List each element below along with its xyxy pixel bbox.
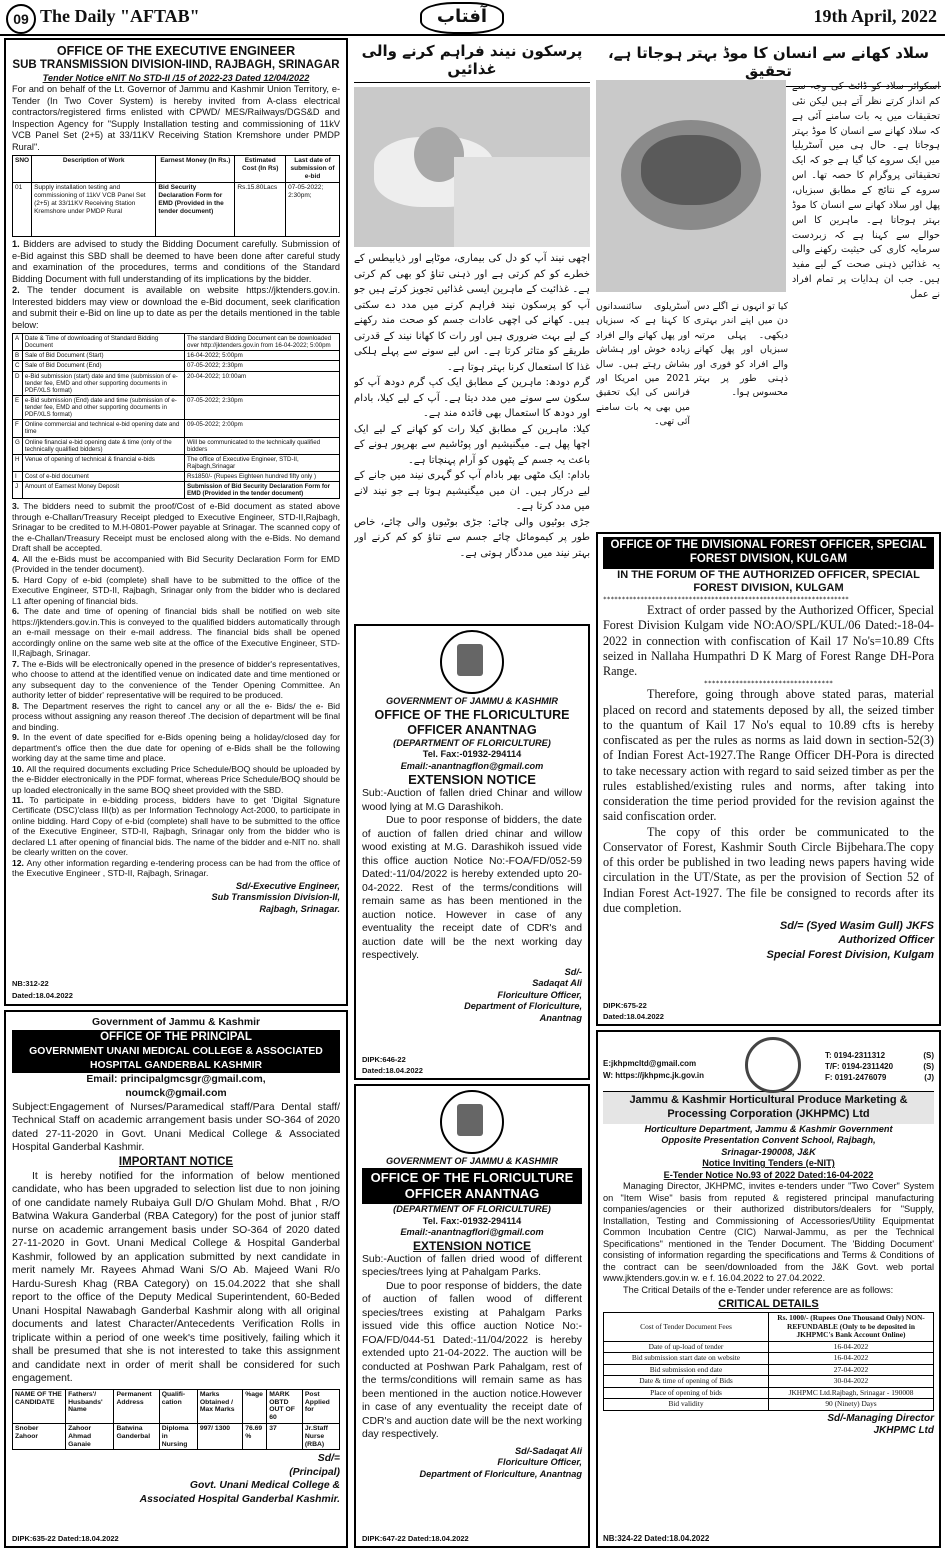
flori2-email: Email:-anantnagflori@gmail.com [400, 1227, 544, 1237]
std-para-text: Bidders are advised to study the Bidding Document carefully. Submission of e-Bid against this SBD shall be deemed to have been done after careful study and examination of the procedures, terms and conditions of the Standard Bidding Document with full understanding of its implications by the bidder. [12, 239, 340, 284]
jkhpmc-sign-line: Sd/-Managing Director [827, 1412, 934, 1424]
forest-sign-line: Special Forest Division, Kulgam [766, 948, 934, 961]
forest-sign-line: Authorized Officer [838, 934, 934, 947]
work-td: 07-05-2022; 2:30pm; [286, 183, 340, 237]
std-para-text: The bidders need to submit the proof/Cost of e-Bid document as stated above through e-Challan/Treasury Receipt pledged to Executive Engineer, STD-II,Rajbagh, Srinagar to be credited to M.H-0801-Power payable at Srinagar. The scanned copy of the e-Challan/Treasury Receipt must be enclosed along with the e-Bids. No demand Draft shall be accepted. [12, 501, 340, 554]
unani-body: It is hereby notified for the information of below mentioned candidate, who has been upgraded to selection list due to non joining of one candidate namely Rubaiya Gull D/O Ghulam Mohd. Bhat , R/O Batwina Wakura Ganderbal (RBA Category) for the post of junior staff nurse on academic arrangement basis under SO-364 of 2020 dated 27-11-2020 in Govt. Unani Medical College & Hospital Ganderbal Kashmir, followed by an application submitted by next candidate in merit namely Mr. Rayees Ahmad Wani S/O Ab. Majeed Wani R/o Hardu-Suresh Khag (RBA Category) on 15.04.2022 that she shall report to the office of the Deputy Medical Superintendent, 60-Beded Unani Hospital Nawabagh Ganderbal Kashmir along with all original documents and latest Character/Antecedents Verification Rolls in triplicate within a period of one week's time positively, failing which it shall be presumed that she is not interested to take this assignment and candidate next in order of merit shall be considered for such engagement. [12, 1170, 340, 1385]
std-schedule-table [12, 333, 340, 499]
cd-value: 30-04-2022 [769, 1376, 934, 1388]
std-para-text: The date and time of opening of financial bids shall be notified on web site https://jktenders.gov.in.This is conveyed to the qualified bidders automatically through an e-mail message on their e-mail address. The financial bids shall be opened accordingly online on the same web site at the office of the Executive Engineer, STD-II,Rajbagh, Srinagar. [12, 606, 340, 659]
sched-cell: Submission of Bid Security Declaration Form for EMD (Provided in the tender document) [185, 482, 340, 499]
sched-cell: Cost of e-bid document [22, 472, 184, 482]
sched-cell: G [13, 437, 23, 454]
flori1-gov: GOVERNMENT OF JAMMU & KASHMIR [385, 696, 558, 706]
page-number: 09 [6, 4, 36, 34]
unani-email-2: noumck@gmail.com [125, 1088, 227, 1099]
sched-cell: Online financial e-bid opening date & time (only of the technically qualified bidders) [22, 437, 184, 454]
forest-forum: IN THE FORUM OF THE AUTHORIZED OFFICER, SPECIAL FOREST DIVISION, KULGAM [617, 568, 920, 595]
flori2-tel: Tel. Fax:-01932-294114 [422, 1215, 522, 1226]
sleep-body-1: اچھی نیند آپ کو دل کی بیماری، موٹاپے اور ذیابیطس کے خطرے کو کم کرتی ہے اور ذہنی تناؤ کو بھی کم کرتی ہے۔ غذائیت کے ماہرین ایسی غذائیں تجویز کرتے ہیں جو آپ کو پرسکون نیند فراہم کرنے میں مدد دے سکتی ہیں۔ کھانے کی اچھی عادات جسم کو صحت مند رکھنے کے لیے بہت ضروری ہیں اور رات کا کھانا نیند کے قدرتی طریقے کو متاثر کرتا ہے۔ اس لیے سونے سے پہلے ہلکی غذا کا استعمال کرنا بہتر ہوتا ہے۔ [354, 253, 590, 373]
forest-sign-line: Sd/= (Syed Wasim Gull) JKFS [779, 920, 934, 933]
flori2-gov: GOVERNMENT OF JAMMU & KASHMIR [385, 1156, 558, 1166]
sched-cell: The standard Bidding Document can be downloaded over http://jktenders.gov.in from 16-04-2022; 5:00pm [185, 334, 340, 351]
flori1-sign-line: Sd/- [564, 966, 582, 977]
sched-cell: J [13, 482, 23, 499]
work-td: Rs.15.80Lacs [235, 183, 286, 237]
std-para-text: The tender document is available on website https://jktenders.gov.in. Interested bidders may view or download the e-Bid document, seek clarification and submit their e-Bid on line up to date as per the details mentioned in the table below: [12, 285, 340, 330]
flori1-dept: (DEPARTMENT OF FLORICULTURE) [393, 737, 551, 748]
jkhpmc-dept: Horticulture Department, Jammu & Kashmir Government [644, 1123, 893, 1134]
masthead [0, 0, 945, 36]
flori2-body: Due to poor response of bidders, the date of auction of fallen wood of different species/trees existing at Pahalgam Parks issued vide this office auction Notice No:-FOA/FD/044-51 Dated:-11/04/2022 is hereby extended upto 21-04-2022. The auction will be conducted at Poshwan Park Pahalgam, rest of the terms/conditions will remain same as has been mentioned in the auction notice.However in case of any eventuality the receipt date of CDR's and auction date will be the next working day respectively. [362, 1280, 582, 1441]
jkhpmc-sign-line: JKHPMC Ltd [873, 1425, 934, 1437]
sched-cell: e-Bid submission (End) date and time (submission of e-tender fee, EMD and other supporting documents in PDF/XLS format) [22, 395, 184, 419]
std-para-text: Hard Copy of e-bid (complete) shall have to be submitted to the office of the Executive Engineer, STD-II, Rajbagh, Srinagar only from the bidder who is declared L1 after opening of financial bids. [12, 574, 340, 606]
jkhpmc-phone-2: T/F: 0194-2311420 [825, 1062, 894, 1071]
work-th: Description of Work [32, 156, 156, 183]
std-para-5: 5. Hard Copy of e-bid (complete) shall have to be submitted to the office of the Executive Engineer, STD-II, Rajbagh, Srinagar only from the bidder who is declared L1 after opening of financial bids. [12, 574, 340, 606]
salad-headline: سلاد کھانے سے انسان کا موڈ بہتر ہوجاتا ہے، تحقیق [596, 38, 941, 87]
jkhpmc-body: Managing Director, JKHPMC, invites e-tenders under "Two Cover" System on "Item Wise" basis from reputed & registered principal manufacturing companies/agencies or their authorized distributors/dealers for "Supply, Installation, Testing and Commissioning of Accessories/Utility Equipmentat Common Incubation Centre (CIC) Narwal-Jammu, as per the Technical Specifications" mentioned in the Tender Document. The 'Bidding Document' consisting of information regarding the specifications and Terms & Conditions of the contract can be seen/downloaded from the J&K Govt. web portal www.jktenders.gov.in w. e f. 16.04.2022 to 27.04.2022. [603, 1181, 934, 1283]
forest-stars-2: ********************************* [703, 679, 834, 688]
unani-email-1: Email: principalgmcsgr@gmail.com, [86, 1074, 266, 1086]
sleeping-woman-photo [354, 87, 590, 247]
work-th: Earnest Money (In Rs.) [156, 156, 235, 183]
std-subtitle: SUB TRANSMISSION DIVISION-IIND, RAJBAGH, SRINAGAR [12, 59, 340, 71]
issue-date: 19th April, 2022 [813, 6, 937, 26]
sleep-body-3: کیلا: ماہرین کے مطابق کیلا رات کو کھانے کے لیے ایک اچھا پھل ہے۔ میگنیشیم اور پوٹاشیم سے بھرپور ہونے کے باعث یہ جسم کے پٹھوں کو آرام پہنچاتا ہے۔ [354, 423, 590, 466]
sleep-body-5: جڑی بوٹیوں والی چائے: جڑی بوٹیوں والی چائے، خاص طور پر کیمومائل چائے جسم سے تناؤ کو کم کرنے اور بہتر نیند میں مددگار ہوتی ہے۔ [354, 516, 590, 559]
flori2-subject: Sub:-Auction of fallen dried wood of different species/trees lying at Pahalgam Parks. [362, 1253, 582, 1279]
jkhpmc-s2: (S) [923, 1062, 934, 1071]
flori2-footer: DIPK:647-22 Dated:18.04.2022 [362, 1534, 469, 1543]
flori1-sign-line: Department of Floriculture, [464, 1001, 582, 1012]
std-para-3: 3. The bidders need to submit the proof/Cost of e-Bid document as stated above through e-Challan/Treasury Receipt pledged to Executive Engineer, STD-II,Rajbagh, Srinagar to be credited to M.H-0801-Power payable at Srinagar. The scanned copy of the e-Challan/Treasury Receipt must be enclosed along with the e-Bids. No demand Draft shall be accepted. [12, 501, 340, 554]
sched-cell: 16-04-2022; 5:00pm [185, 351, 340, 361]
std-para-10: 10. All the required documents excluding Price Schedule/BOQ should be uploaded by the e-Bidder electronically in the PDF format, whereas Price Schedule/BOQ should be up loaded electronically in the same BOQ sheet provided with the SBD. [12, 763, 340, 795]
forest-footer: DIPK:675-22 [603, 1001, 647, 1010]
unani-th: Marks Obtained / Max Marks [197, 1389, 242, 1423]
jkhpmc-body-2: The Critical Details of the e-Tender under reference are as follows: [623, 1284, 894, 1295]
flori1-body: Due to poor response of bidders, the date of auction of fallen dried chinar and willow wood existing at M.G. Darashikoh issued vide this office auction Notice No:-FOA/FD/052-59 Dated:-11/04/2022 is hereby extended upto 20-04-2022. Rest of the terms/conditions will remain same as has been mentioned in the auction notice. However in case of any eventuality the receipt date of CDR's and auction date will be the next working day respectively. [362, 815, 582, 962]
unani-heading: IMPORTANT NOTICE [118, 1155, 234, 1168]
std-para-text: The e-Bids will be electronically opened in the presence of bidder's representatives, who choose to attend at the identified venue on indicated date and time mentioned or any subsequent day to the convenience of the Tender Opening Committee. An authority letter of bidder' representative will be required to be produced. [12, 658, 340, 701]
std-para-1: 1. Bidders are advised to study the Bidding Document carefully. Submission of e-Bid against this SBD shall be deemed to have been done after careful study and examination of the procedures, terms and conditions of the Standard Bidding Document with full understanding of its implications by the bidder. [12, 239, 340, 284]
std-para-text: Any other information regarding e-tendering process can be had from the office of the Executive Engineer , STD-II, Rajbagh, Srinagar. [12, 857, 340, 879]
jkhpmc-address-1: Opposite Presentation Convent School, Rajbagh, [661, 1135, 876, 1145]
std-para-2: 2. The tender document is available on website https://jktenders.gov.in. Interested bidders may view or download the e-Bid document, seek clarification and submit their e-Bid on line up to date as per the details mentioned in the table below: [12, 285, 340, 330]
sched-cell: 07-05-2022; 2:30pm [185, 395, 340, 419]
flori1-tel: Tel. Fax:-01932-294114 [422, 749, 522, 759]
jkhpmc-address-2: Srinagar-190008, J&K [721, 1146, 816, 1157]
jk-emblem-icon [440, 1090, 504, 1154]
flori1-signature [362, 967, 582, 1025]
flori2-sign-line: Floriculture Officer, [497, 1457, 582, 1468]
jkhpmc-s3: (J) [924, 1073, 934, 1082]
std-para-text: To participate in e-bidding process, bidders have to get 'Digital Signature Certificate (DSC)'class III(b) as per Information Technology Act-2000, to participate in online bidding. Hard Copy of e-bid (complete) shall have to be submitted to the office of the Executive Engineer, STD-II, Rajbagh, Srinagar only from the bidder who is declared L1 after opening of financial bids. The name of the bidder and e-NIT no. shall be clearly written on the cover. [12, 795, 340, 858]
jkhpmc-signature [603, 1413, 934, 1438]
jkhpmc-email: E:jkhpmcltd@gmail.com [603, 1059, 697, 1068]
leaves-shape [641, 135, 741, 205]
sched-cell: Sale of Bid Document (End) [22, 361, 184, 371]
cd-label: Date & time of opening of Bids [604, 1376, 769, 1388]
forest-footer-date: Dated:18.04.2022 [603, 1012, 664, 1021]
std-title: OFFICE OF THE EXECUTIVE ENGINEER [56, 44, 296, 58]
std-para-8: 8. The Department reserves the right to cancel any or all the e- Bids/ the e- Bid process without assigning any reason thereof .The decision of department will be final and binding. [12, 700, 340, 732]
unani-sign-line: Sd/= [317, 1453, 340, 1465]
unani-th: Post Applied for [302, 1389, 339, 1423]
cd-label: Bid submission end date [604, 1364, 769, 1376]
cd-value: 16-04-2022 [769, 1353, 934, 1365]
jkhpmc-footer: NB:324-22 Dated:18.04.2022 [603, 1534, 710, 1543]
forest-para-2: Therefore, going through above stated paras, material placed on record and statements deposed by all, the seized timber to the quantum of Kail 17 No's equal to 10.89 cfts is hereby confiscated as per the rules as norms as laid down in section-52(3) of Indian Forest Act-1927.The Range Officer DH-Pora is directed to take necessary action with regard to said seized timber as per the rules established/existing rules and norms, after taking into consideration the time period provided for the revision against the said confiscation order. [603, 687, 934, 824]
forest-signature [603, 919, 934, 962]
sched-cell: Amount of Earnest Money Deposit [22, 482, 184, 499]
std-para-text: All the e-Bids must be accompanied with Bid Security Declaration Form for EMD (Provided in the tender document). [12, 553, 340, 575]
flori2-sign-line: Department of Floriculture, Anantnag [419, 1468, 582, 1479]
flori1-sign-line: Sadaqat Ali [532, 978, 582, 989]
sched-cell: F [13, 420, 23, 437]
cd-label: Date of up-load of tender [604, 1341, 769, 1353]
std-para-12: 12. Any other information regarding e-tendering process can be had from the office of the Executive Engineer , STD-II, Rajbagh, Srinagar. [12, 857, 340, 879]
salad-col-c: اسکوائر سلاد کو ڈائٹ کی وجہ سے کم انداز کرتے نظر آتے ہیں لیکن نئی تحقیقات میں یہ بات سامنے آئی ہے کہ سلاد کھانے سے انسان کا موڈ بہتر ہوجاتا ہے۔ حال ہی میں آسٹریلیا میں ایک سروے کیا گیا ہے جو کہ ایک تحقیقاتی پروگرام کا حصہ تھا۔ اس سروے کے نتائج کے مطابق سبزیاں، پھل اور سلاد کھانے سے انسان کا موڈ بہتر ہوجاتا ہے۔ ماہرین کا اس حوالے سے کہنا ہے کہ زبردست سرمایہ کاری کی حیثیت رکھنے والی یہ غذائیں ذہنی صحت کے لیے مفید ہیں۔ جب ان ہدایات پر تمام افراد نے عمل [792, 81, 940, 301]
std-tender-notice [4, 38, 348, 1006]
flori1-sign-line: Anantnag [539, 1012, 582, 1023]
cd-value: 16-04-2022 [769, 1341, 934, 1353]
sched-cell: e-Bid submission (start) date and time (submission of e-tender fee, EMD and other supporting documents in PDF/XLS format) [22, 371, 184, 395]
blanket-shape [454, 157, 590, 247]
std-sign-line: Rajbagh, Srinagar. [259, 903, 340, 914]
sleep-body-4: بادام: ایک مٹھی بھر بادام آپ کو گہری نیند میں جانے کے لیے درکار ہیں۔ ان میں میگنیشیم ہوتا ہے جو نیند لانے میں مدد کرتا ہے۔ [354, 470, 590, 512]
jkhpmc-tender-notice [596, 1030, 941, 1548]
work-td: Supply installation testing and commissioning of 11kV VCB Panel Set (2+5) at 33/11KV Receiving Station Kremshore under PMDP Rural [32, 183, 156, 237]
sched-cell: Venue of opening of technical & financial e-bids [22, 454, 184, 471]
sched-cell: Will be communicated to the technically qualified bidders [185, 437, 340, 454]
jkhpmc-s1: (S) [923, 1051, 934, 1060]
std-intro: For and on behalf of the Lt. Governor of Jammu and Kashmir Union Territory, e-Tender (In Two Cover System) is hereby invited from A-class electrical contractors/registered firms enlisted with CPWD/ MES/Railways/DGS&D and Inspection Agency for "Supply Installation testing and commissioning of 11kV VCB Panel Set (2+5) at 33/11KV Receiving Station Kremshore under PMDP Rural". [12, 84, 340, 152]
work-th: SNO [13, 156, 32, 183]
unani-sign-line: Govt. Unani Medical College & [189, 1480, 340, 1492]
unani-sign-line: Associated Hospital Ganderbal Kashmir. [139, 1494, 340, 1505]
unani-subject: Subject:Engagement of Nurses/Paramedical staff/Para Dental staff/ Technical Staff on academic arrangement basis under SO-364 of 2020 dated 27-11-2020 in Govt. Unani Medical College & Associated Hospital Ganderbal Kashmir. [12, 1101, 340, 1154]
forest-stars: ****************************************************************** [603, 596, 849, 604]
cd-label: Bid validity [604, 1399, 769, 1411]
sched-cell: The office of Executive Engineer, STD-II, Rajbagh,Srinagar [185, 454, 340, 471]
unani-th: Qualifi-cation [159, 1389, 197, 1423]
sched-cell: Online commercial and technical e-bid opening date and time [22, 420, 184, 437]
newspaper-logo: آفتاب [420, 2, 504, 34]
flori1-title: OFFICE OF THE FLORICULTURE OFFICER ANANTNAG [374, 707, 570, 737]
unani-table [12, 1389, 340, 1451]
std-signature [12, 881, 340, 916]
forest-para-3: The copy of this order be communicated to the Conservator of Forest, Kashmir South Circle Bijbehara.The copy of this order be published in two leading news papers having wide circulation in the UT/State, as per the provision of Section 52 of Indian Forest Act-1927. The file be consigned to records after its due completion. [603, 824, 934, 915]
unani-footer: DIPK:635-22 Dated:18.04.2022 [12, 1534, 119, 1543]
std-work-table [12, 155, 340, 237]
unani-sign-line: (Principal) [289, 1466, 340, 1478]
unani-gov: Government of Jammu & Kashmir [91, 1017, 261, 1028]
unani-th: Fathers'/ Husbands' Name [66, 1389, 114, 1423]
sched-cell: B [13, 351, 23, 361]
salad-article [596, 38, 941, 528]
cd-label: Bid submission start date on website [604, 1353, 769, 1365]
flori1-sign-line: Floriculture Officer, [497, 989, 582, 1000]
std-sign-line: Sd/-Executive Engineer, [235, 880, 340, 891]
std-para-text: All the required documents excluding Price Schedule/BOQ should be uploaded by the e-Bidder electronically in the PDF format, whereas Price Schedule/BOQ should be up loaded electronically in the same BOQ sheet provided with the SBD. [12, 763, 340, 795]
unani-td: Zahoor Ahmad Ganaie [66, 1424, 114, 1450]
sched-cell: I [13, 472, 23, 482]
flori2-dept: (DEPARTMENT OF FLORICULTURE) [393, 1204, 551, 1214]
std-para-4: 4. All the e-Bids must be accompanied with Bid Security Declaration Form for EMD (Provided in the tender document). [12, 553, 340, 575]
floriculture-notice-2 [354, 1084, 590, 1548]
work-td: 01 [13, 183, 32, 237]
forest-order-notice [596, 532, 941, 1026]
work-th: Estimated Cost (In Rs) [235, 156, 286, 183]
unani-td: Snober Zahoor [13, 1424, 66, 1450]
sched-cell: D [13, 371, 23, 395]
unani-td: 997/ 1300 [197, 1424, 242, 1450]
forest-title: OFFICE OF THE DIVISIONAL FOREST OFFICER, SPECIAL FOREST DIVISION, KULGAM [603, 537, 934, 569]
flori1-email: Email:-anantnagflon@gmail.com [400, 760, 544, 771]
std-para-7: 7. The e-Bids will be electronically opened in the presence of bidder's representatives, who choose to attend at the identified venue on indicated date and time mentioned or any subsequent day to the convenience of the Tender Opening Committee. An authority letter of bidder' representative will be required to be produced. [12, 658, 340, 701]
std-para-6: 6. The date and time of opening of financial bids shall be notified on web site https://jktenders.gov.in.This is conveyed to the qualified bidders automatically through an e-mail message on their e-mail address. The financial bids shall be opened accordingly online on the same web site at the office of the Executive Engineer, STD-II,Rajbagh, Srinagar. [12, 606, 340, 659]
jkhpmc-web: W: https://jkhpmc.jk.gov.in [603, 1071, 705, 1080]
sched-cell: Sale of Bid Document (Start) [22, 351, 184, 361]
floriculture-notice-1 [354, 624, 590, 1080]
unani-td: Diploma in Nursing [159, 1424, 197, 1450]
unani-td: 37 [267, 1424, 303, 1450]
sleep-body-2: گرم دودھ: ماہرین کے مطابق ایک کپ گرم دودھ آپ کو سکون سے سونے میں مدد دیتا ہے۔ آپ کے لیے کیلا، بادام اور دودھ کا استعمال بھی فائدہ مند ہے۔ [354, 377, 590, 419]
work-td: Bid Security Declaration Form for EMD (Provided in the tender document) [156, 183, 235, 237]
jkhpmc-phone-3: F: 0191-2476079 [825, 1073, 887, 1082]
work-th: Last date of submission of e-bid [286, 156, 340, 183]
sched-cell: Rs1850/- (Rupees Eighteen hundred fifty only ) [185, 472, 340, 482]
unani-title: OFFICE OF THE PRINCIPAL [12, 1030, 340, 1045]
std-dated: Dated:18.04.2022 [12, 991, 73, 1000]
unani-td: Batwina Ganderbal [114, 1424, 159, 1450]
unani-notice [4, 1010, 348, 1548]
salad-bowl-photo [596, 80, 786, 292]
sched-cell: Date & Time of downloading of Standard Bidding Document [22, 334, 184, 351]
cd-label: Cost of Tender Document Fees [604, 1313, 769, 1342]
flori2-heading: EXTENSION NOTICE [412, 1238, 531, 1253]
jkhpmc-nit: Notice Inviting Tenders (e-NIT) [702, 1158, 835, 1168]
unani-th: NAME OF THE CANDIDATE [13, 1389, 66, 1423]
jkhpmc-etender-no: E-Tender Notice No.93 of 2022 Dated:16-04-2022 [663, 1169, 874, 1180]
jk-emblem-icon [440, 630, 504, 694]
cd-value: 27-04-2022 [769, 1364, 934, 1376]
unani-th: Permanent Address [114, 1389, 159, 1423]
sched-cell: A [13, 334, 23, 351]
sleep-headline: پرسکون نیند فراہم کرنے والی غذائیں [354, 38, 590, 83]
salad-col-a: آسٹریلوی سائنسدانوں کا کہنا ہے کہ سبزیاں اور پھل کھانے والے افراد زیادہ خوش اور ہشاش بشاش رہتے ہیں۔ سال 2021 میں امریکا اور فرانس کی ایک تحقیق میں بھی یہ بات سامنے آئی تھی۔ [596, 301, 690, 428]
sched-cell: C [13, 361, 23, 371]
sched-cell: 09-05-2022; 2:00pm [185, 420, 340, 437]
jkhpmc-critical-heading: CRITICAL DETAILS [718, 1298, 819, 1310]
unani-subtitle: GOVERNMENT UNANI MEDICAL COLLEGE & ASSOCIATED HOSPITAL GANDERBAL KASHMIR [12, 1044, 340, 1073]
std-para-11: 11. To participate in e-bidding process, bidders have to get 'Digital Signature Certificate (DSC)'class III(b) as per Information Technology Act-2000, to participate in online bidding. Hard Copy of e-bid (complete) shall have to be submitted to the office of the Executive Engineer, STD-II, Rajbagh, Srinagar only from the bidder who is declared L1 after opening of financial bids. The name of the bidder and e-NIT no. shall be clearly written on the cover. [12, 795, 340, 858]
jkhpmc-critical-table [603, 1312, 934, 1411]
flori1-footer-date: Dated:18.04.2022 [362, 1066, 423, 1075]
flori2-signature [362, 1446, 582, 1481]
jkhpmc-title: Jammu & Kashmir Horticultural Produce Marketing & Processing Corporation (JKHPMC) Ltd [603, 1091, 934, 1124]
sched-cell: H [13, 454, 23, 471]
forest-para-1: Extract of order passed by the Authorized Officer, Special Forest Division Kulgam vide NO:AO/SPL/KUL/06 Dated:-18-04-2022 in connection with confiscation of Kail 17 No's=10.89 Cfts seized in Nallaha Humpathri D K Marg of Forest Range DH-Pora Range. [603, 603, 934, 679]
jkhpmc-logo-icon [745, 1037, 801, 1093]
sleep-article [354, 38, 590, 616]
std-nb: NB:312-22 [12, 979, 49, 988]
cd-value: JKHPMC Ltd.Rajbagh, Srinagar - 190008 [769, 1387, 934, 1399]
jkhpmc-phone-1: T: 0194-2311312 [825, 1051, 886, 1060]
flori1-heading: EXTENSION NOTICE [408, 772, 536, 787]
std-para-9: 9. In the event of date specified for e-Bids opening being a holiday/closed day for department's office then the due date for opening of e-Bids shall be the following working day at the same time and place. [12, 732, 340, 764]
flori2-title: OFFICE OF THE FLORICULTURE OFFICER ANANTNAG [362, 1168, 582, 1205]
sched-cell: E [13, 395, 23, 419]
std-notice-no: Tender Notice eNIT No STD-II /15 of 2022-23 Dated 12/04/2022 [42, 72, 310, 83]
jkhpmc-contact-row [603, 1035, 934, 1091]
newspaper-name: The Daily "AFTAB" [40, 6, 200, 26]
std-sign-line: Sub Transmission Division-II, [211, 892, 340, 903]
cd-label: Place of opening of bids [604, 1387, 769, 1399]
flori1-subject: Sub:-Auction of fallen dried Chinar and willow wood lying at M.G Darashikoh. [362, 788, 582, 813]
std-para-text: The Department reserves the right to cancel any or all the e- Bids/ the e- Bid process without assigning any reason thereof .The decision of department will be final and binding. [12, 700, 340, 732]
sched-cell: 07-05-2022; 2:30pm [185, 361, 340, 371]
unani-th: MARK OBTD OUT OF 60 [267, 1389, 303, 1423]
salad-col-b: کیا تو انہوں نے اگلے دس دن میں اپنے اندر بہتری دیکھی۔ پہلی مرتبہ سبزیاں اور پھل کھانے والے افراد کو فوری اور ذہنی طور پر بہتر محسوس ہوا۔ [694, 301, 788, 399]
unani-signature [12, 1452, 340, 1506]
std-para-text: In the event of date specified for e-Bids opening being a holiday/closed day for department's office then the due date for opening of e-Bids shall be the following working day at the same time and place. [12, 732, 340, 764]
cd-value: Rs. 1000/- (Rupees One Thousand Only) NON-REFUNDABLE (Only to be deposited in JKHPMC's Bank Account Online) [769, 1313, 934, 1342]
flori1-footer: DIPK:646-22 [362, 1055, 406, 1064]
unani-td: Jr.Staff Nurse (RBA) [302, 1424, 339, 1450]
unani-th: %age [243, 1389, 267, 1423]
flori2-sign-line: Sd/-Sadaqat Ali [514, 1445, 582, 1456]
sched-cell: 20-04-2022; 10:00am [185, 371, 340, 395]
unani-td: 76.69 % [243, 1424, 267, 1450]
cd-value: 90 (Ninety) Days [769, 1399, 934, 1411]
